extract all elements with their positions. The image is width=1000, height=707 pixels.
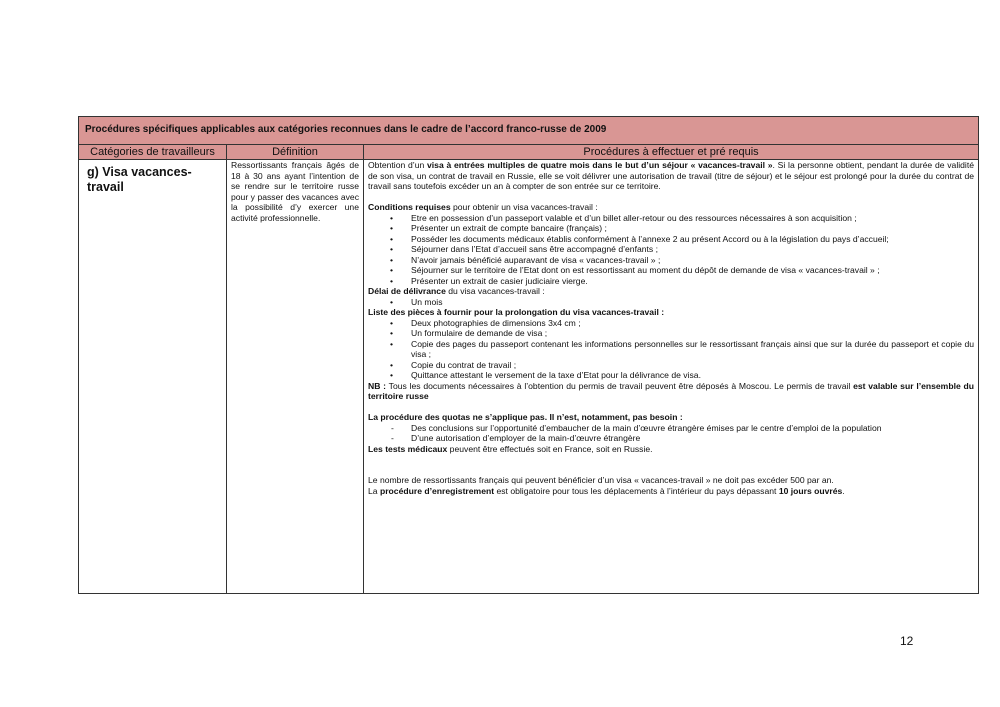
list-item: • Un mois — [390, 296, 443, 307]
documents-list — [368, 318, 974, 381]
list-item: • Séjourner sur le territoire de l’Etat dont on est ressortissant au moment du dépôt de demande de visa « vacances-travail » ; — [390, 265, 880, 275]
list-item: • Copie des pages du passeport contenant les informations personnelles sur le ressortissant français ainsi que sur la durée du passeport et copie du visa ; — [390, 338, 975, 359]
procedures-cell — [364, 160, 979, 594]
conditions-heading: Conditions requises pour obtenir un visa vacances-travail : — [368, 202, 598, 212]
table-title: Procédures spécifiques applicables aux catégories reconnues dans le cadre de l’accord franco-russe de 2009 — [79, 117, 979, 145]
list-item: • Présenter un extrait de casier judiciaire vierge. — [390, 275, 588, 286]
limit-paragraph: Le nombre de ressortissants français qui peuvent bénéficier d’un visa « vacances-travail » ne doit pas excéder 500 par an. — [368, 475, 834, 485]
category-cell: g) Visa vacances-travail — [79, 160, 227, 594]
delay-heading: Délai de délivrance du visa vacances-travail : — [368, 286, 545, 296]
definition-cell: Ressortissants français âgés de 18 à 30 ans ayant l’intention de se rendre sur le territoire russe pour y passer des vacances avec la possibilité d’y exercer une activité professionnelle. — [227, 160, 364, 594]
nb-paragraph: NB : Tous les documents nécessaires à l’obtention du permis de travail peuvent être déposés à Moscou. Le permis de travail est valable sur l’ensemble du territoire russe — [368, 380, 975, 401]
procedures-table — [78, 116, 979, 594]
list-item: - Des conclusions sur l’opportunité d’embaucher de la main d’œuvre étrangère émises par le centre d’emploi de la population — [391, 422, 882, 433]
registration-paragraph: La procédure d’enregistrement est obligatoire pour tous les déplacements à l’intérieur du pays dépassant 10 jours ouvrés. — [368, 485, 845, 496]
list-item: • Présenter un extrait de compte bancaire (français) ; — [390, 223, 607, 233]
list-item: • Posséder les documents médicaux établis conformément à l’annexe 2 au présent Accord ou à la législation du pays d’accueil; — [390, 233, 889, 244]
header-categories: Catégories de travailleurs — [79, 145, 227, 160]
list-item: • N’avoir jamais bénéficié auparavant de visa « vacances-travail » ; — [390, 254, 661, 265]
list-item: • Deux photographies de dimensions 3x4 cm ; — [390, 317, 581, 328]
page-number: 12 — [900, 634, 914, 648]
quota-list — [368, 423, 974, 444]
conditions-list — [368, 213, 974, 287]
list-item: • Copie du contrat de travail ; — [390, 359, 517, 370]
quota-heading: La procédure des quotas ne s’applique pas. Il n’est, notamment, pas besoin : — [368, 412, 683, 422]
list-item: • Etre en possession d’un passeport valable et d’un billet aller-retour ou des ressources nécessaires à son acquisition ; — [390, 212, 857, 223]
list-item: - D’une autorisation d’employer de la main-d’œuvre étrangère — [391, 433, 641, 443]
intro-paragraph: Obtention d’un visa à entrées multiples de quatre mois dans le but d’un séjour « vacances-travail ». Si la personne obtient, pendant la durée de validité de son visa, un contrat de travail en Russie, elle se voit délivrer une autorisation de travail (titre de séjour) et le séjour est prolongé pour la durée du contrat de travail sans toutefois excéder un an à compter de son entrée sur ce territoire. — [368, 160, 975, 191]
header-definition: Définition — [227, 145, 364, 160]
documents-heading: Liste des pièces à fournir pour la prolongation du visa vacances-travail : — [368, 307, 665, 317]
list-item: • Séjourner dans l’Etat d’accueil sans être accompagné d’enfants ; — [390, 244, 658, 254]
list-item: • Un formulaire de demande de visa ; — [390, 328, 548, 338]
header-procedures: Procédures à effectuer et pré requis — [364, 145, 979, 160]
medical-paragraph: Les tests médicaux peuvent être effectués soit en France, soit en Russie. — [368, 443, 653, 454]
delay-list — [368, 297, 974, 308]
list-item: • Quittance attestant le versement de la taxe d’Etat pour la délivrance de visa. — [390, 370, 701, 380]
